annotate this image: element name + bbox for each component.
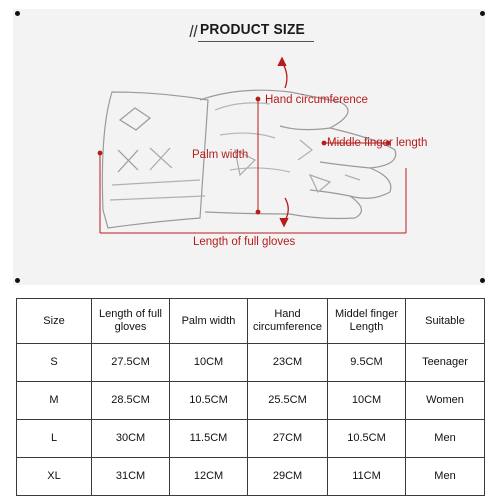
middle-finger-length-label: Middle finger length — [327, 137, 428, 149]
hand-circumference-label: Hand circumference — [265, 94, 368, 106]
palm-width-label: Palm width — [192, 149, 249, 161]
table-header-row — [17, 299, 485, 344]
header-cell: Middel finger Length — [328, 299, 406, 344]
glove-sketch-icon — [102, 90, 395, 228]
table-row — [17, 382, 485, 420]
table-cell: 27.5CM — [92, 344, 170, 382]
header-cell: Palm width — [170, 299, 248, 344]
table-cell: Teenager — [406, 344, 485, 382]
size-table-container — [16, 298, 485, 496]
table-cell: Women — [406, 382, 485, 420]
table-cell: 12CM — [170, 458, 248, 496]
marker-dot — [256, 97, 261, 102]
table-cell: XL — [17, 458, 92, 496]
table-cell: 30CM — [92, 420, 170, 458]
table-cell: 11.5CM — [170, 420, 248, 458]
table-cell: 10.5CM — [170, 382, 248, 420]
table-cell: M — [17, 382, 92, 420]
table-cell: 31CM — [92, 458, 170, 496]
table-cell: 10CM — [170, 344, 248, 382]
table-row — [17, 458, 485, 496]
table-cell: Men — [406, 420, 485, 458]
length-full-gloves-label: Length of full gloves — [193, 236, 296, 248]
table-cell: 28.5CM — [92, 382, 170, 420]
header-cell: Length of full gloves — [92, 299, 170, 344]
marker-dot — [256, 210, 261, 215]
hand-circumference-arrow — [278, 58, 288, 226]
table-row — [17, 344, 485, 382]
table-cell: 9.5CM — [328, 344, 406, 382]
header-cell: Suitable — [406, 299, 485, 344]
table-cell: 10.5CM — [328, 420, 406, 458]
header-cell: Size — [17, 299, 92, 344]
table-cell: 25.5CM — [248, 382, 328, 420]
table-cell: 10CM — [328, 382, 406, 420]
table-row — [17, 420, 485, 458]
marker-dot — [322, 141, 327, 146]
table-cell: L — [17, 420, 92, 458]
table-cell: 23CM — [248, 344, 328, 382]
table-cell: S — [17, 344, 92, 382]
size-table — [16, 298, 485, 496]
table-cell: 27CM — [248, 420, 328, 458]
table-cell: 11CM — [328, 458, 406, 496]
page-title: PRODUCT SIZE — [200, 21, 305, 38]
table-cell: Men — [406, 458, 485, 496]
table-cell: 29CM — [248, 458, 328, 496]
header-cell: Hand circumference — [248, 299, 328, 344]
